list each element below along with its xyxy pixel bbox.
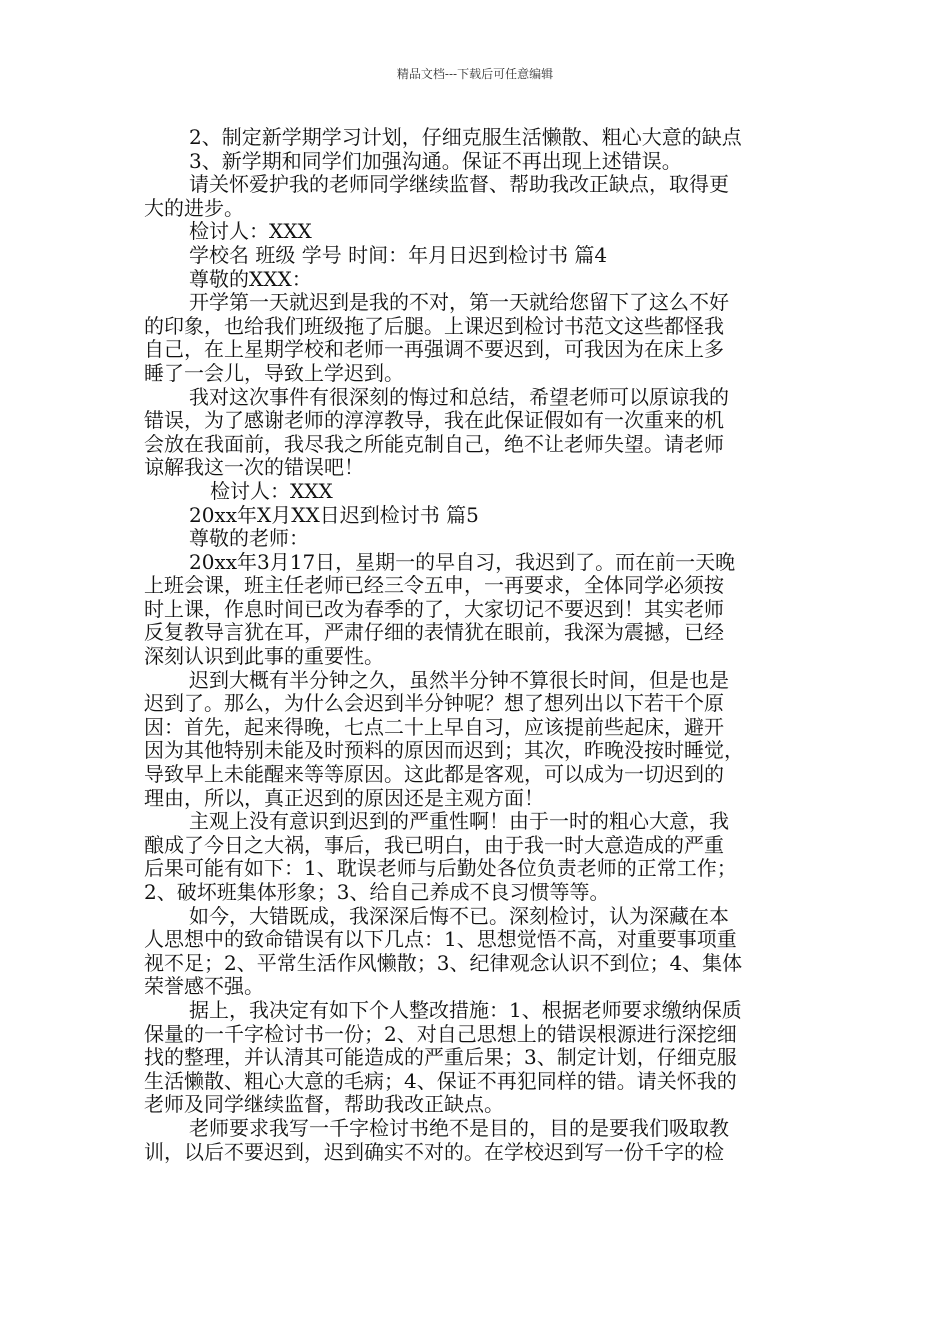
text-line: 保量的一千字检讨书一份；2、对自己思想上的错误根源进行深挖细 xyxy=(144,1021,737,1046)
text-line: 开学第一天就迟到是我的不对，第一天就给您留下了这么不好 xyxy=(189,290,729,315)
text-line: 2、破坏班集体形象；3、给自己养成不良习惯等等。 xyxy=(144,880,610,904)
text-line: 深刻认识到此事的重要性。 xyxy=(144,644,384,669)
section-heading: 学校名 班级 学号 时间：年月日迟到检讨书 篇4 xyxy=(189,242,608,267)
text-line: 找的整理，并认清其可能造成的严重后果；3、制定计划，仔细克服 xyxy=(144,1045,737,1070)
text-line: 老师及同学继续监督，帮助我改正缺点。 xyxy=(144,1092,504,1117)
text-line: 2、制定新学期学习计划，仔细克服生活懒散、粗心大意的缺点 xyxy=(189,125,742,149)
text-line: 迟到大概有半分钟之久，虽然半分钟不算很长时间，但是也是 xyxy=(189,667,729,692)
text-line: 老师要求我写一千字检讨书绝不是目的，目的是要我们吸取教 xyxy=(189,1115,729,1140)
text-line: 如今，大错既成，我深深后悔不已。深刻检讨，认为深藏在本 xyxy=(189,903,729,928)
text-line: 时上课，作息时间已改为春季的了，大家切记不要迟到！其实老师 xyxy=(144,596,724,621)
text-line: 20xx年3月17日，星期一的早自习，我迟到了。而在前一天晚 xyxy=(189,549,736,574)
text-line: 会放在我面前，我尽我之所能克制自己，绝不让老师失望。请老师 xyxy=(144,431,724,456)
text-line: 生活懒散、粗心大意的毛病；4、保证不再犯同样的错。请关怀我的 xyxy=(144,1068,737,1093)
text-line: 睡了一会儿，导致上学迟到。 xyxy=(144,360,404,385)
text-line: 荣誉感不强。 xyxy=(144,974,264,999)
section-heading: 20xx年X月XX日迟到检讨书 篇5 xyxy=(189,502,479,527)
signature-line: 检讨人：XXX xyxy=(210,478,333,503)
text-line: 错误，为了感谢老师的淳淳教导，我在此保证假如有一次重来的机 xyxy=(144,408,724,433)
text-line: 酿成了今日之大祸，事后，我已明白，由于我一时大意造成的严重 xyxy=(144,832,724,857)
text-line: 的印象，也给我们班级拖了后腿。上课迟到检讨书范文这些都怪我 xyxy=(144,313,724,338)
page-header: 精品文档---下载后可任意编辑 xyxy=(396,67,554,81)
text-line: 我对这次事件有很深刻的悔过和总结，希望老师可以原谅我的 xyxy=(189,384,729,409)
text-line: 请关怀爱护我的老师同学继续监督、帮助我改正缺点，取得更 xyxy=(189,172,729,197)
text-line: 据上，我决定有如下个人整改措施：1、根据老师要求缴纳保质 xyxy=(189,997,742,1022)
text-line: 上班会课，班主任老师已经三令五申，一再要求，全体同学必须按 xyxy=(144,573,724,598)
document-body xyxy=(144,126,808,1164)
text-line: 训，以后不要迟到，迟到确实不对的。在学校迟到写一份千字的检 xyxy=(144,1139,724,1164)
text-line: 因为其他特别未能及时预料的原因而迟到；其次，昨晚没按时睡觉， xyxy=(144,738,744,763)
signature-line: 检讨人：XXX xyxy=(189,219,312,244)
text-line: 理由，所以，真正迟到的原因还是主观方面！ xyxy=(144,785,544,810)
text-line: 主观上没有意识到迟到的严重性啊！由于一时的粗心大意，我 xyxy=(189,809,729,834)
text-line: 3、新学期和同学们加强沟通。保证不再出现上述错误。 xyxy=(189,148,682,173)
text-line: 人思想中的致命错误有以下几点：1、思想觉悟不高，对重要事项重 xyxy=(144,927,737,952)
salutation: 尊敬的老师： xyxy=(189,526,309,551)
text-line: 后果可能有如下：1、耽误老师与后勤处各位负责老师的正常工作； xyxy=(144,856,737,881)
text-line: 大的进步。 xyxy=(144,195,244,220)
text-line: 因：首先，起来得晚，七点二十上早自习，应该提前些起床，避开 xyxy=(144,714,724,739)
text-line: 迟到了。那么，为什么会迟到半分钟呢？想了想列出以下若干个原 xyxy=(144,691,724,716)
text-line: 自己，在上星期学校和老师一再强调不要迟到，可我因为在床上多 xyxy=(144,337,724,362)
text-line: 谅解我这一次的错误吧！ xyxy=(144,455,364,480)
text-line: 反复教导言犹在耳，严肃仔细的表情犹在眼前，我深为震撼，已经 xyxy=(144,620,724,645)
salutation: 尊敬的XXX： xyxy=(189,266,312,291)
text-line: 导致早上未能醒来等等原因。这此都是客观，可以成为一切迟到的 xyxy=(144,762,724,787)
text-line: 视不足；2、平常生活作风懒散；3、纪律观念认识不到位；4、集体 xyxy=(144,950,743,975)
